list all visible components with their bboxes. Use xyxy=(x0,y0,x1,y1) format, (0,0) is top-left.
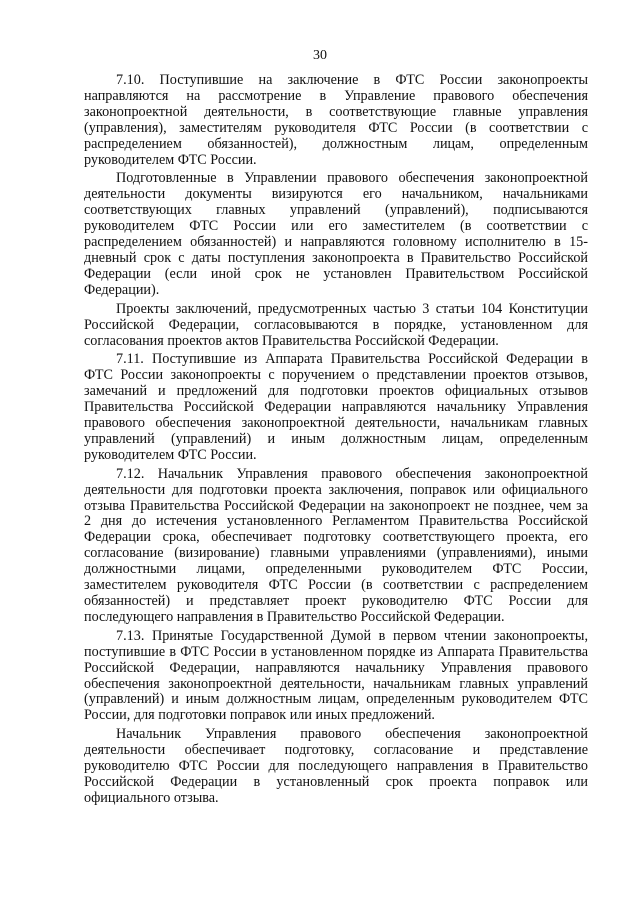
paragraph-7-12: 7.12. Начальник Управления правового обеспечения законопроектной деятельности для подготовки проекта заключения, поправок или официального отзыва Правительства Российской Федерации на законопроект не позднее, чем за 2 дня до истечения установленного Регламентом Правительства Российской Федерации срока, обеспечивает подготовку соответствующего проекта, его согласование (визирование) главными управлениями (управлениями), иными должностными лицами, определенными руководителем ФТС России, заместителем руководителя ФТС России (в соответствии с распределением обязанностей) и представляет проект руководителю ФТС России для последующего направления в Правительство Российской Федерации. xyxy=(84,465,588,625)
paragraph-7-10: 7.10. Поступившие на заключение в ФТС России законопроекты направляются на рассмотрение в Управление правового обеспечения законопроектной деятельности, в соответствующие главные управления (управления), заместителям руководителя ФТС России (в соответствии с распределением обязанностей), должностным лицам, определенным руководителем ФТС России. xyxy=(84,72,588,168)
paragraph-prepared-documents: Подготовленные в Управлении правового обеспечения законопроектной деятельности документы визируются его начальником, начальниками соответствующих главных управлений (управлений), подписываются руководителем ФТС России или его заместителем (в соответствии с распределением обязанностей) и направляются головному исполнителю в 15-дневный срок с даты поступления законопроекта в Правительство Российской Федерации (если иной срок не установлен Правительством Российской Федерации). xyxy=(84,170,588,298)
paragraph-7-13: 7.13. Принятые Государственной Думой в первом чтении законопроекты, поступившие в ФТС России в установленном порядке из Аппарата Правительства Российской Федерации, направляются начальнику Управления правового обеспечения законопроектной деятельности, начальникам главных управлений (управлений) и иным должностным лицам, определенным руководителем ФТС России, для подготовки поправок или иных предложений. xyxy=(84,627,588,724)
paragraph-7-11: 7.11. Поступившие из Аппарата Правительства Российской Федерации в ФТС России законопроекты с поручением о представлении проектов отзывов, замечаний и предложений для подготовки проектов официальных отзывов Правительства Российской Федерации направляются начальнику Управления правового обеспечения законопроектной деятельности, начальникам главных управлений (управлений) и иным должностным лицам, определенным руководителем ФТС России. xyxy=(84,351,588,463)
page-number: 30 xyxy=(313,48,327,63)
paragraph-draft-conclusions: Проекты заключений, предусмотренных частью 3 статьи 104 Конституции Российской Федерации, согласовываются в порядке, установленном для согласования проектов актов Правительства Российской Федерации. xyxy=(84,300,588,349)
document-body xyxy=(84,73,588,810)
paragraph-head-of-department: Начальник Управления правового обеспечения законопроектной деятельности обеспечивает подготовку, согласование и представление руководителю ФТС России для последующего направления в Правительство Российской Федерации в установленный срок проекта поправок или официального отзыва. xyxy=(84,726,588,806)
